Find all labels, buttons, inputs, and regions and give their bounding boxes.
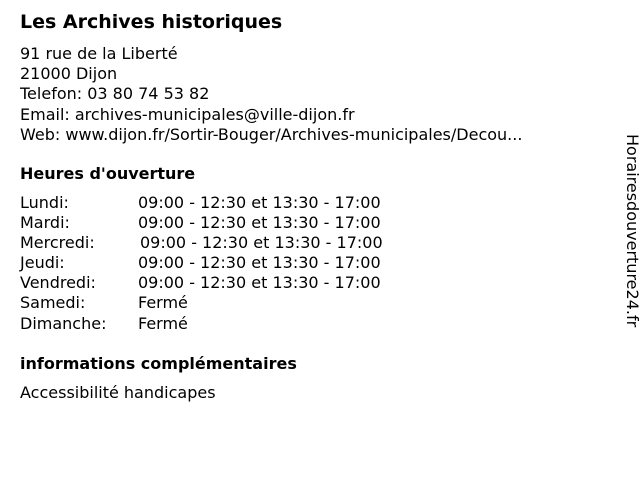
hours-table: [20, 193, 600, 334]
hours-heading: Heures d'ouverture: [20, 164, 196, 184]
business-card: [20, 9, 600, 403]
day-label: Dimanche:: [20, 313, 107, 333]
info-list: [20, 383, 600, 403]
phone-line[interactable]: Telefon: 03 80 74 53 82: [20, 84, 210, 104]
day-hours: 09:00 - 12:30 et 13:30 - 17:00: [138, 253, 381, 273]
day-hours: 09:00 - 12:30 et 13:30 - 17:00: [138, 213, 381, 233]
day-hours: 09:00 - 12:30 et 13:30 - 17:00: [140, 233, 383, 253]
day-hours: Fermé: [138, 313, 188, 333]
day-label: Lundi:: [20, 193, 69, 213]
hours-row-wednesday: [20, 233, 600, 253]
hours-row-friday: [20, 273, 600, 293]
info-item: Accessibilité handicapes: [20, 382, 216, 402]
address-street: 91 rue de la Liberté: [20, 44, 178, 63]
day-label: Mardi:: [20, 213, 70, 233]
day-hours: 09:00 - 12:30 et 13:30 - 17:00: [138, 193, 381, 213]
site-watermark: Horairesdouverture24.fr: [623, 134, 642, 328]
info-heading: informations complémentaires: [20, 353, 297, 373]
hours-row-sunday: [20, 314, 600, 334]
hours-row-monday: [20, 193, 600, 213]
day-label: Jeudi:: [20, 253, 65, 273]
page-title: Les Archives historiques: [20, 11, 283, 33]
web-line[interactable]: Web: www.dijon.fr/Sortir-Bouger/Archives-municipales/Decou...: [20, 124, 523, 144]
contact-block: [20, 44, 600, 145]
hours-row-saturday: [20, 293, 600, 313]
address-city: 21000 Dijon: [20, 64, 118, 84]
hours-row-thursday: [20, 253, 600, 273]
day-hours: Fermé: [138, 293, 188, 313]
email-line[interactable]: Email: archives-municipales@ville-dijon.fr: [20, 104, 355, 124]
hours-row-tuesday: [20, 213, 600, 233]
day-label: Mercredi:: [20, 233, 95, 253]
day-label: Samedi:: [20, 293, 86, 313]
day-label: Vendredi:: [20, 273, 96, 293]
day-hours: 09:00 - 12:30 et 13:30 - 17:00: [138, 273, 381, 293]
